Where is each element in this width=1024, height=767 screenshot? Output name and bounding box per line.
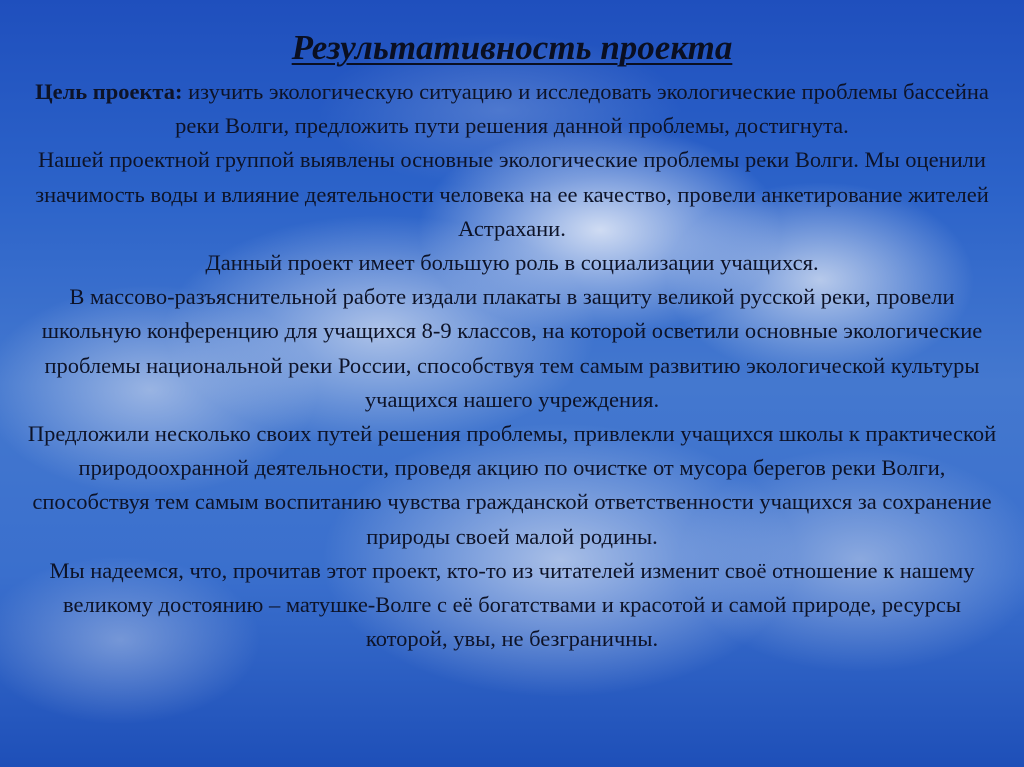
goal-text: изучить экологическую ситуацию и исследовать экологические проблемы бассейна реки Волги, предложить пути решения данной проблемы, достигнута. — [175, 79, 989, 139]
paragraph-socialization: Данный проект имеет большую роль в социализации учащихся. — [205, 250, 819, 276]
slide-body — [8, 75, 1016, 656]
paragraph-outreach: В массово-разъяснительной работе издали плакаты в защиту великой русской реки, провели школьную конференцию для учащихся 8-9 классов, на которой осветили основные экологические проблемы национальной реки России, способствуя тем самым развитию экологической культуры учащихся нашего учреждения. — [41, 284, 983, 412]
slide-title: Результативность проекта — [291, 28, 733, 67]
goal-paragraph — [8, 75, 1016, 143]
paragraph-solutions: Предложили несколько своих путей решения проблемы, привлекли учащихся школы к практической природоохранной деятельности, проведя акцию по очистке от мусора берегов реки Волги, способствуя тем самым воспитанию чувства гражданской ответственности учащихся за сохранение природы своей малой родины. — [27, 421, 997, 549]
paragraph-hope: Мы надеемся, что, прочитав этот проект, кто-то из читателей изменит своё отношение к нашему великому достоянию – матушке-Волге с её богатствами и красотой и самой природе, ресурсы которой, увы, не безграничны. — [49, 557, 975, 652]
paragraph-findings: Нашей проектной группой выявлены основные экологические проблемы реки Волги. Мы оценили значимость воды и влияние деятельности человека на ее качество, провели анкетирование жителей Астрахани. — [35, 147, 989, 241]
goal-label: Цель проекта: — [35, 79, 183, 104]
